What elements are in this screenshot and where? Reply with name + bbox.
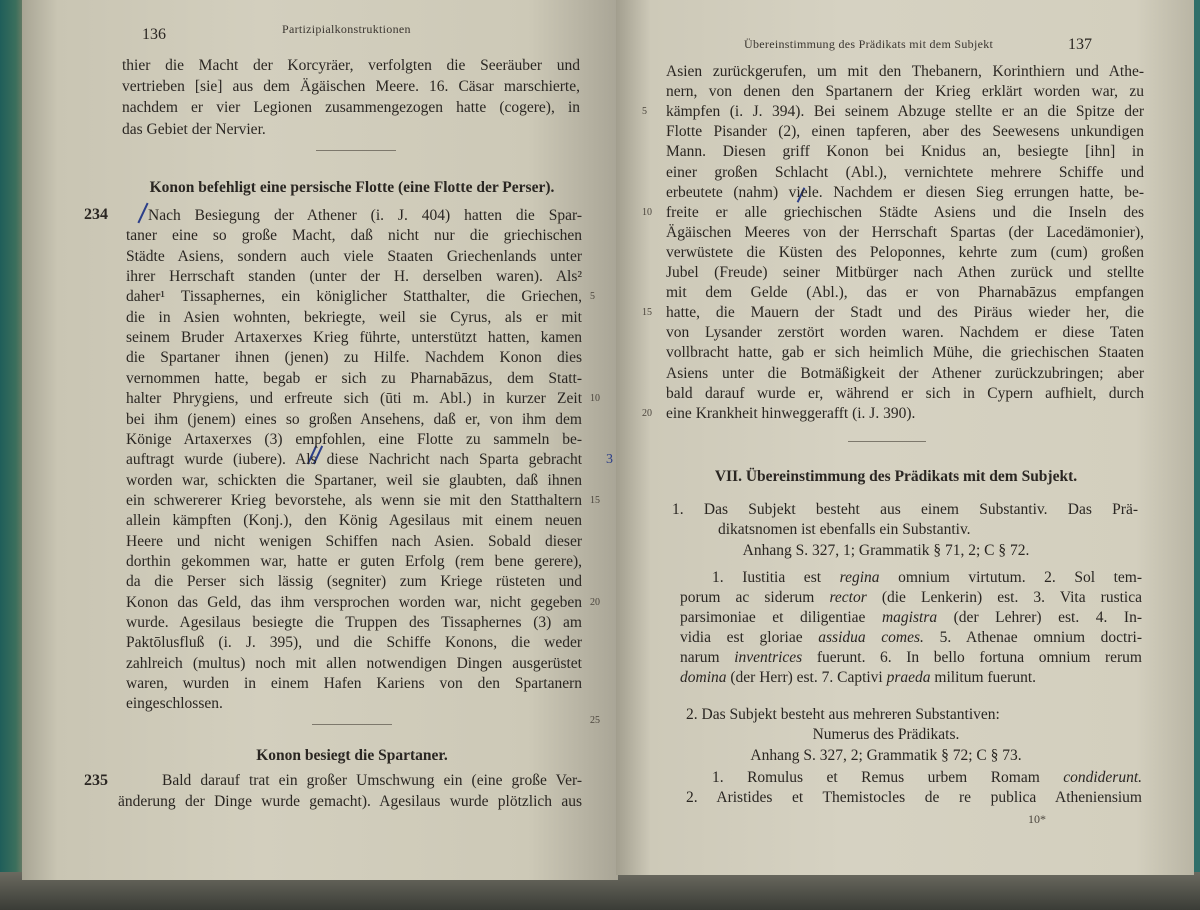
signature-mark: 10*: [1028, 812, 1046, 826]
text-line: ein schwererer Krieg bevorstehe, als wenn sie mit den Statthaltern: [126, 491, 582, 509]
text-line: worden war, schickten die Spartaner, weil sie glaubten, daß ihnen: [126, 471, 582, 489]
text-line: Heere und nicht wenigen Schiffen nach Asien. Sobald dieser: [126, 532, 582, 550]
latin-emphasis: regina: [839, 569, 880, 586]
text-line: nern, von denen den Spartanern der Krieg erklärt worden war, zu: [666, 83, 1144, 101]
left-page: [22, 0, 618, 880]
text-line: bald darauf wurde er, während er sich in Cypern aufhielt, durch: [666, 384, 1144, 402]
divider: [312, 724, 392, 725]
example-line: [712, 568, 1142, 587]
text-line: allein kämpften (Konj.), den König Agesilaus mit einem neuen: [126, 512, 582, 530]
running-head: Übereinstimmung des Prädikats mit dem Subjekt: [744, 37, 994, 51]
text-segment: (der Herr) est. 7. Captivi: [726, 669, 887, 686]
text-segment: porum ac siderum: [680, 589, 830, 606]
text-line: Konon das Geld, das ihm versprochen worden war, nicht gegeben: [126, 593, 582, 611]
text-segment: 1. Iustitia est: [712, 569, 840, 586]
line-number: 10: [642, 206, 652, 218]
right-page: [616, 0, 1194, 875]
text-line: seinem Bruder Artaxerxes Krieg führte, unterstützt hatten, kamen: [126, 329, 582, 347]
latin-emphasis: condiderunt.: [1063, 769, 1142, 786]
text-line: das Gebiet der Nervier.: [122, 120, 266, 138]
rule-line: 1. Das Subjekt besteht aus einem Substantiv. Das Prä-: [672, 501, 1138, 518]
text-line: bei ihm (jenem) eines so großen Ansehens, daß er, von ihm dem: [126, 410, 582, 428]
page-number: 137: [1068, 36, 1092, 53]
text-line: vollbracht hatte, gab er sich heimlich Mühe, die griechischen Staaten: [666, 344, 1144, 362]
line-number: 5: [590, 291, 595, 303]
text-line: änderung der Dinge wurde gemacht). Agesilaus wurde plötzlich aus: [118, 793, 582, 810]
text-segment: fuerunt. 6. In bello fortuna omnium rerum: [802, 649, 1142, 666]
text-segment: vidia est gloriae: [680, 629, 819, 646]
reference-line: Anhang S. 327, 1; Grammatik § 71, 2; C § 72.: [742, 542, 1030, 559]
text-segment: (die Lenkerin) est. 3. Vita rustica: [866, 589, 1142, 606]
line-number: 25: [590, 715, 600, 727]
line-number: 15: [642, 307, 652, 319]
text-line: erbeutete (nahm) viele. Nachdem er diesen Sieg errungen hatte, be-: [666, 183, 1144, 201]
example-line: [680, 668, 1142, 687]
rule-line: 2. Das Subjekt besteht aus mehreren Substantiven:: [686, 706, 1000, 723]
text-line: Städte Asiens, sondern auch viele Staaten Griechenlands unter: [126, 247, 582, 265]
text-line: Asiens unter die Botmäßigkeit der Athener zurückzubringen; aber: [666, 364, 1144, 382]
latin-emphasis: rector: [829, 589, 867, 606]
text-segment: 1. Romulus et Remus urbem Romam: [712, 769, 1064, 786]
section-heading: Konon besiegt die Spartaner.: [256, 747, 448, 764]
latin-emphasis: assidua comes.: [818, 629, 924, 646]
example-line: [680, 588, 1142, 607]
text-line: dorthin gekommen war, hatte er guten Erfolg (rem bene gerere),: [126, 552, 582, 570]
text-line: vernommen hatte, begab er sich zu Pharnabāzus, dem Statt-: [126, 369, 582, 387]
text-line: von Lysander zerstört worden waren. Nachdem er diese Taten: [666, 324, 1144, 342]
text-line: taner eine so große Macht, daß nicht nur die griechischen: [126, 227, 582, 245]
text-line: eingeschlossen.: [126, 695, 223, 713]
example-line: [712, 768, 1142, 787]
paragraph-number: 235: [84, 772, 108, 789]
example-line: [680, 648, 1142, 667]
running-head: Partizipialkonstruktionen: [282, 22, 411, 36]
text-line: zahlreich (multus) noch mit allen notwendigen Dingen ausgerüstet: [126, 654, 582, 672]
text-segment: 2. Aristides et Themistocles de re publica Atheniensium: [686, 789, 1142, 806]
text-line: halter Phrygiens, und erfreute sich (ūti m. Abl.) in kurzer Zeit: [126, 390, 582, 408]
pencil-mark: [137, 203, 148, 224]
text-line: vertrieben [sie] aus dem Ägäischen Meere. 16. Cäsar marschierte,: [122, 78, 580, 96]
text-segment: omnium virtutum. 2. Sol tem-: [879, 569, 1142, 586]
text-line: hatte, die Mauern der Stadt und des Piräus wieder her, die: [666, 304, 1144, 322]
example-line: [680, 608, 1142, 627]
chapter-heading: VII. Übereinstimmung des Prädikats mit dem Subjekt.: [714, 468, 1078, 485]
text-line: Mann. Diesen griff Konon bei Knidus an, besiegte [ihn] in: [666, 143, 1144, 161]
text-line: Ägäischen Meeres von der Herrschaft Spartas (der Lacedämonier),: [666, 223, 1144, 241]
latin-emphasis: magistra: [881, 609, 938, 626]
text-line: freite er alle griechischen Städte Asiens und die Inseln des: [666, 203, 1144, 221]
text-line: die Spartaner ihnen (jenen) zu Hilfe. Nachdem Konon dies: [126, 349, 582, 367]
text-line: mit dem Gelde (Abl.), das er von Pharnabāzus empfangen: [666, 284, 1144, 302]
paragraph-number: 234: [84, 206, 108, 223]
text-line: nachdem er vier Legionen zusammengezogen hatte (cogere), in: [122, 99, 580, 117]
text-line: daher¹ Tissaphernes, ein königlicher Statthalter, die Griechen,: [126, 288, 582, 306]
text-line: Paktōlusfluß (i. J. 395), und die Schiffe Konons, die weder: [126, 634, 582, 652]
text-line: eine Krankheit hinweggerafft (i. J. 390).: [666, 404, 916, 422]
text-line: thier die Macht der Korcyräer, verfolgten die Seeräuber und: [122, 57, 580, 74]
text-line: Nach Besiegung der Athener (i. J. 404) hatten die Spar-: [148, 207, 582, 224]
text-segment: militum fuerunt.: [930, 669, 1037, 686]
text-line: Flotte Pisander (2), einen tapferen, aber des Seewesens unkundigen: [666, 123, 1144, 141]
text-line: kämpfen (i. J. 394). Bei seinem Abzuge stellte er an die Spitze der: [666, 103, 1144, 121]
example-line: [680, 628, 1142, 647]
text-line: wurde. Agesilaus besiegte die Truppen des Tissaphernes (3) am: [126, 614, 582, 631]
page-number: 136: [142, 26, 166, 43]
divider: [316, 150, 396, 151]
text-segment: (der Lehrer) est. 4. In-: [937, 609, 1143, 626]
divider: [848, 441, 926, 442]
latin-emphasis: praeda: [886, 669, 931, 686]
section-heading: Konon befehligt eine persische Flotte (eine Flotte der Perser).: [149, 179, 555, 196]
text-line: die in Asien wohnten, bekriegte, weil sie Cyrus, als er mit: [126, 308, 582, 326]
text-segment: narum: [680, 649, 735, 666]
latin-emphasis: inventrices: [734, 649, 803, 666]
example-line: [686, 788, 1142, 807]
text-segment: parsimoniae et diligentiae: [680, 609, 882, 626]
text-line: Asien zurückgerufen, um mit den Thebanern, Korinthiern und Athe-: [666, 63, 1144, 80]
text-segment: 5. Athenae omnium doctri-: [923, 629, 1142, 646]
rule-line: Numerus des Prädikats.: [812, 726, 960, 743]
text-line: Bald darauf trat ein großer Umschwung ein (eine große Ver-: [162, 772, 582, 789]
reference-line: Anhang S. 327, 2; Grammatik § 72; C § 73.: [750, 747, 1022, 764]
rule-line: dikatsnomen ist ebenfalls ein Substantiv.: [718, 521, 971, 538]
text-line: Könige Artaxerxes (3) empfohlen, eine Flotte zu sammeln be-: [126, 430, 582, 448]
line-number: 20: [590, 596, 600, 608]
text-line: waren, wurden in einem Hafen Kariens von den Spartanern: [126, 675, 582, 693]
text-line: ihrer Herrschaft standen (unter der H. derselben waren). Als²: [126, 268, 582, 286]
pencil-annotation: 3: [606, 452, 613, 467]
text-line: Jubel (Freude) seiner Mitbürger nach Athen zurück und stellte: [666, 264, 1144, 281]
text-line: da die Perser sich lässig (segniter) zum Kriege rüsteten und: [126, 573, 582, 591]
latin-emphasis: domina: [680, 669, 727, 686]
line-number: 5: [642, 106, 647, 118]
line-number: 10: [590, 393, 600, 405]
text-line: auftragt wurde (iubere). Als diese Nachricht nach Sparta gebracht: [126, 451, 582, 469]
line-number: 20: [642, 407, 652, 419]
text-line: verwüstete die Küsten des Peloponnes, kehrte zum (cum) großen: [666, 243, 1144, 261]
line-number: 15: [590, 494, 600, 506]
text-line: einer großen Schlacht (Abl.), vernichtete mehrere Schiffe und: [666, 163, 1144, 181]
